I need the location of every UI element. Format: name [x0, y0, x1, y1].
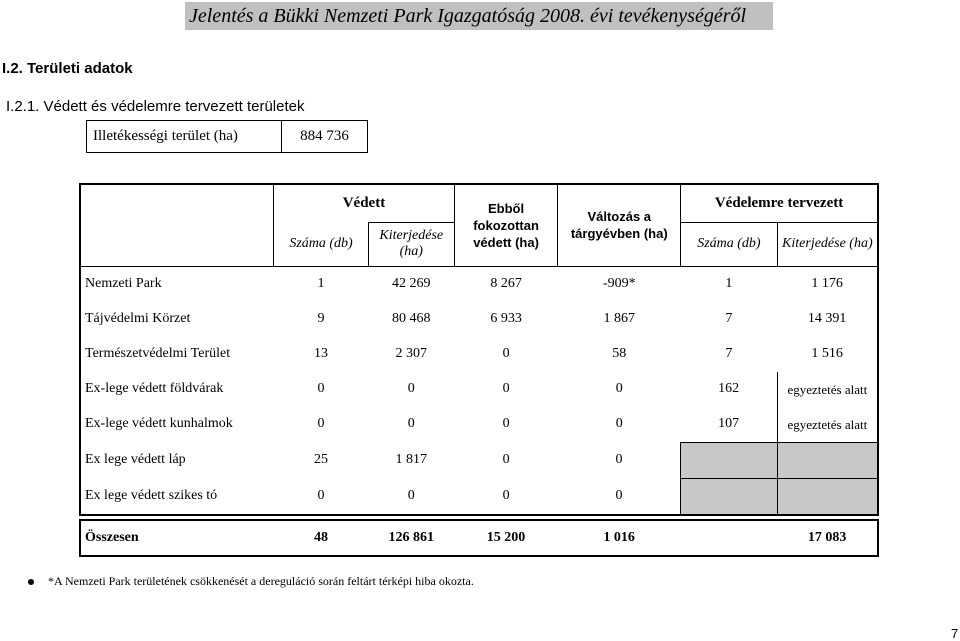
header-planned-count: Száma (db) — [681, 222, 778, 266]
header-protected: Védett — [274, 184, 454, 222]
cell-planned-count: 1 — [725, 276, 733, 291]
header-extent: Kiterjedése (ha) — [368, 222, 454, 266]
cell-planned-extent: egyeztetés alatt — [777, 407, 878, 443]
cell-change: 0 — [615, 416, 623, 432]
row-name: Természetvédelmi Terület — [85, 346, 231, 361]
cell-change: 1 867 — [603, 311, 635, 326]
header-change: Változás a tárgyévben (ha) — [558, 184, 681, 266]
bullet-icon — [28, 579, 34, 585]
total-change: 1 016 — [603, 530, 635, 545]
empty-cell — [777, 442, 878, 478]
subsection-title: I.2.1. Védett és védelemre tervezett területek — [6, 98, 305, 115]
table-row — [80, 337, 878, 372]
empty-cell — [681, 478, 778, 515]
cell-strict: 0 — [502, 416, 510, 432]
total-blank — [681, 520, 778, 556]
total-label: Összesen — [85, 530, 139, 545]
empty-cell — [777, 478, 878, 515]
cell-count: 9 — [317, 311, 325, 326]
table-row — [80, 266, 878, 302]
row-name: Ex lege védett szikes tó — [85, 487, 218, 503]
cell-planned-count: 107 — [718, 416, 740, 431]
cell-extent: 42 269 — [392, 276, 431, 291]
cell-change: 58 — [612, 346, 627, 361]
table-row — [80, 442, 878, 478]
cell-strict: 0 — [502, 487, 510, 503]
empty-cell — [681, 442, 778, 478]
report-header-title: Jelentés a Bükki Nemzeti Park Igazgatóság 2008. évi tevékenységéről — [185, 2, 773, 30]
header-planned-extent: Kiterjedése (ha) — [777, 222, 878, 266]
cell-change: -909* — [602, 276, 636, 291]
cell-planned-count: 162 — [718, 381, 740, 396]
cell-planned-extent: 1 176 — [811, 276, 843, 291]
cell-extent: 2 307 — [395, 346, 427, 361]
header-count: Száma (db) — [274, 222, 369, 266]
cell-strict: 8 267 — [490, 276, 522, 291]
cell-count: 1 — [317, 276, 325, 291]
footnote-text: *A Nemzeti Park területének csökkenését a dereguláció során feltárt térképi hiba okozta. — [48, 574, 474, 588]
total-count: 48 — [313, 530, 328, 545]
cell-extent: 80 468 — [392, 311, 431, 326]
table-row — [80, 478, 878, 515]
cell-planned-extent: 1 516 — [811, 346, 843, 361]
cell-extent: 0 — [407, 381, 415, 396]
row-name: Ex-lege védett kunhalmok — [85, 416, 233, 432]
total-strict: 15 200 — [486, 530, 526, 545]
total-row — [80, 520, 878, 556]
jurisdiction-value: 884 736 — [300, 128, 349, 144]
row-name: Nemzeti Park — [85, 276, 162, 291]
header-strictly-protected: Ebből fokozottan védett (ha) — [454, 184, 558, 266]
row-name: Ex lege védett láp — [85, 452, 186, 467]
cell-change: 0 — [615, 452, 623, 467]
jurisdiction-label: Illetékességi terület (ha) — [87, 121, 282, 152]
cell-change: 0 — [615, 487, 623, 503]
cell-count: 13 — [314, 346, 329, 361]
cell-planned-extent: egyeztetés alatt — [777, 372, 878, 407]
cell-count: 0 — [317, 381, 325, 396]
row-name: Tájvédelmi Körzet — [85, 311, 191, 326]
total-extent: 126 861 — [388, 530, 434, 545]
header-blank — [80, 184, 274, 266]
footnote — [28, 574, 474, 589]
table-row — [80, 302, 878, 337]
cell-extent: 0 — [407, 487, 415, 503]
cell-count: 0 — [317, 487, 325, 503]
row-name: Ex-lege védett földvárak — [85, 381, 224, 396]
cell-planned-count: 7 — [725, 346, 733, 361]
page-number: 7 — [951, 626, 959, 641]
cell-change: 0 — [615, 381, 623, 396]
cell-count: 25 — [314, 452, 329, 467]
cell-extent: 0 — [407, 416, 415, 432]
cell-count: 0 — [317, 416, 325, 432]
cell-strict: 0 — [502, 452, 510, 467]
header-planned: Védelemre tervezett — [681, 184, 878, 222]
total-planned-extent: 17 083 — [807, 530, 847, 545]
cell-strict: 6 933 — [490, 311, 522, 326]
table-row — [80, 372, 878, 407]
table-row — [80, 407, 878, 443]
protected-areas-table — [79, 183, 879, 516]
jurisdiction-box — [86, 120, 368, 153]
cell-strict: 0 — [502, 346, 510, 361]
cell-strict: 0 — [502, 381, 510, 396]
cell-planned-count: 7 — [725, 311, 733, 326]
totals-table — [79, 519, 879, 557]
cell-extent: 1 817 — [395, 452, 427, 467]
cell-planned-extent: 14 391 — [807, 311, 847, 326]
section-title: I.2. Területi adatok — [2, 60, 133, 77]
